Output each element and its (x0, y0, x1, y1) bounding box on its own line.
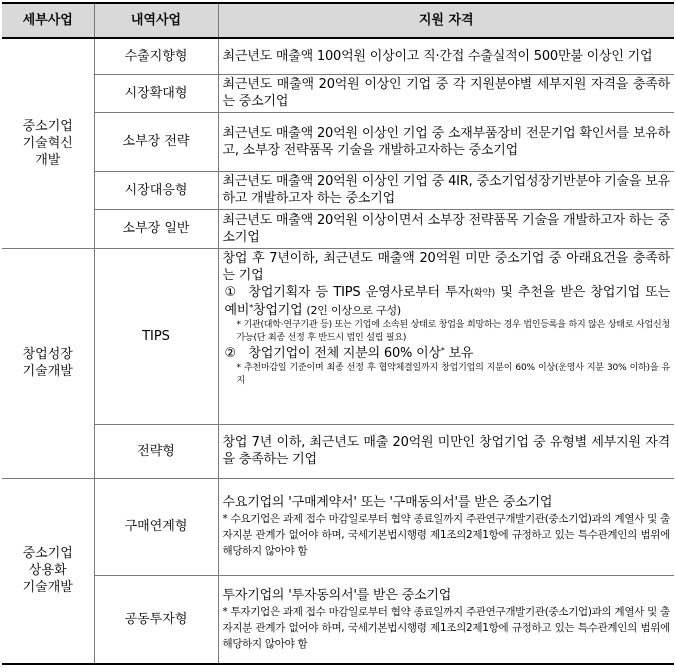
table-row (2, 171, 674, 209)
footnote-1: * 기관(대학·연구기관 등) 또는 기업에 소속된 상태로 창업을 희망하는 경우 법인등록을 하지 않은 상태로 사업신청 가능(단 최종 선정 후 반드시 법인 설립 필요) (236, 319, 670, 343)
program-name: 소부장 전략 (94, 112, 218, 171)
header-detail-project: 내역사업 (94, 3, 218, 38)
eligibility-text: 투자기업의 '투자동의서'를 받은 중소기업 (222, 587, 452, 603)
footnote: * 수요기업은 과제 접수 마감일로부터 협약 종료일까지 주관연구개발기관(중소기업)과의 계열사 및 출자지분 관계가 없어야 하며, 국세기본법시행령 제1조의2제1항에 규정하고 있는 특수관계인의 범위에 해당하지 않아야 함 (222, 513, 670, 557)
eligibility-text (218, 248, 674, 424)
program-name: 시장확대형 (94, 74, 218, 112)
item-text: 창업기업이 전체 지분의 60% 이상 (248, 345, 441, 361)
footnote-2: * 추천마감일 기준이며 최종 선정 후 협약체결일까지 창업기업의 지분이 60% 이상(운영사 지분 30% 이하)을 유지 (236, 362, 670, 386)
footnote-mark: * (249, 302, 254, 312)
eligibility-text: 최근년도 매출액 20억원 이상인 기업 중 4IR, 중소기업성장기반분야 기술을 보유하고 개발하고자 하는 중소기업 (218, 171, 674, 209)
table-row (2, 209, 674, 248)
table-row (2, 424, 674, 478)
footnote: * 투자기업은 과제 접수 마감일로부터 협약 종료일까지 주관연구개발기관(중소기업)과의 계열사 및 출자지분 관계가 없어야 하며, 국세기본법시행령 제1조의2제1항에 규정하고 있는 특수관계인의 범위에 해당하지 않아야 함 (222, 605, 670, 650)
eligibility-text: 최근년도 매출액 20억원 이상인 기업 중 각 지원분야별 세부지원 자격을 충족하는 중소기업 (218, 74, 674, 112)
eligibility-text: 최근년도 매출액 20억원 이상이면서 소부장 전략품목 기술을 개발하고자 하는 중소기업 (218, 209, 674, 248)
program-name: 수출지향형 (94, 38, 218, 74)
item-text-cont: 및 추천을 받은 창업기업 또는 예비 (224, 284, 671, 318)
item-number: ② (224, 345, 236, 361)
eligibility-text: 창업 7년 이하, 최근년도 매출 20억원 미만인 창업기업 중 유형별 세부지원 자격을 충족하는 기업 (218, 424, 674, 478)
item-number: ① (224, 284, 236, 300)
header-subproject: 세부사업 (2, 3, 94, 38)
eligibility-text: 최근년도 매출액 100억원 이상이고 직·간접 수출실적이 500만불 이상인 기업 (218, 38, 674, 74)
program-name: 전략형 (94, 424, 218, 478)
program-name: 공동투자형 (94, 575, 218, 664)
program-name: 구매연계형 (94, 478, 218, 575)
tips-item-2 (223, 345, 671, 362)
eligibility-cell (218, 575, 674, 664)
header-eligibility: 지원 자격 (218, 3, 674, 38)
item-text-tail: 보유 (448, 345, 474, 361)
table-row (2, 248, 674, 424)
category-cell: 중소기업 상용화 기술개발 (2, 478, 94, 664)
tips-item-1 (223, 284, 671, 319)
table-header-row (2, 3, 674, 38)
eligibility-cell (218, 478, 674, 575)
tips-intro: 창업 후 7년이하, 최근년도 매출액 20억원 미만 중소기업 중 아래요건을 충족하는 기업 (222, 250, 670, 283)
item-text-tail: 창업기업 (253, 302, 303, 318)
category-cell: 창업성장 기술개발 (2, 248, 94, 478)
program-name: TIPS (94, 248, 218, 424)
item-note: (2인 이상으로 구성) (306, 303, 401, 317)
table-row (2, 38, 674, 74)
program-name: 소부장 일반 (94, 209, 218, 248)
item-small-text: (확약) (469, 287, 495, 299)
footnote-mark: * (440, 345, 445, 355)
table-row (2, 74, 674, 112)
program-name: 시장대응형 (94, 171, 218, 209)
eligibility-table (2, 2, 674, 665)
category-cell: 중소기업 기술혁신 개발 (2, 38, 94, 248)
item-text: 창업기획자 등 TIPS 운영사로부터 투자 (248, 284, 470, 300)
eligibility-text: 최근년도 매출액 20억원 이상인 기업 중 소재부품장비 전문기업 확인서를 보유하고, 소부장 전략품목 기술을 개발하고자하는 중소기업 (218, 112, 674, 171)
table-row (2, 575, 674, 664)
table-row (2, 478, 674, 575)
eligibility-text: 수요기업의 '구매계약서' 또는 '구매동의서'를 받은 중소기업 (222, 495, 553, 510)
table-row (2, 112, 674, 171)
